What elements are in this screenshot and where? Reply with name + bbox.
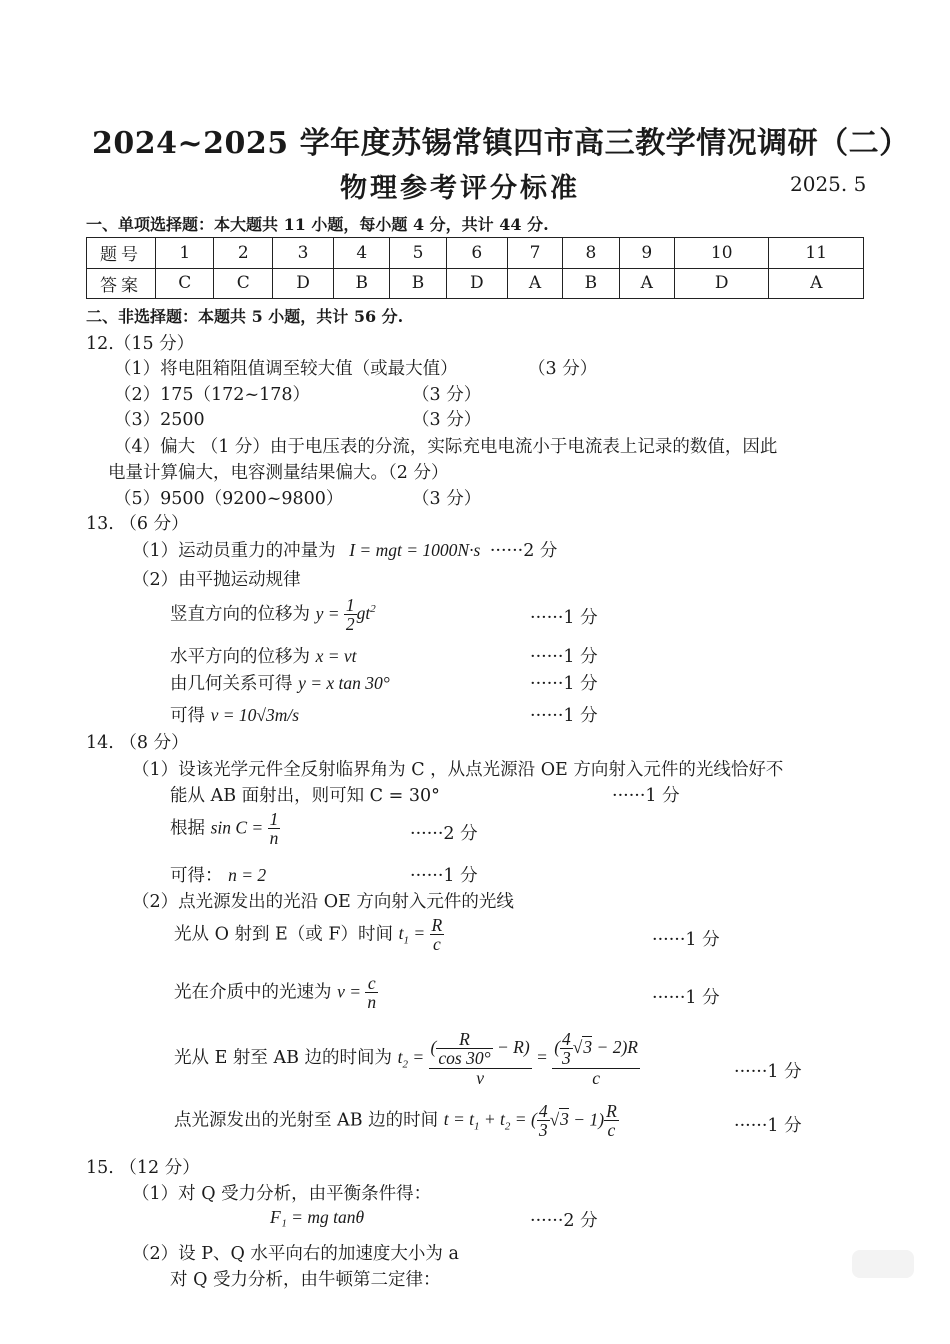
fraction-four-thirds: $\frac{4}{3}$ — [538, 1101, 548, 1141]
q15-part2: （2）设 P、Q 水平向右的加速度大小为 a — [132, 1244, 459, 1264]
q14-total-time: 点光源发出的光射至 AB 边的时间 $t = t_1 + t_2$ = ( $\frac{4}{3}$ √3 − 1) $\frac{R}{c}$ — [174, 1101, 617, 1141]
q14-total-time-score: ······1 分 — [734, 1116, 802, 1136]
answer-cell: B — [390, 268, 446, 299]
q13-horizontal-score: ······1 分 — [530, 647, 598, 667]
q13-result-equation: v = 10√3m/s — [210, 705, 300, 725]
fraction-half: $\frac{1}{2}$ — [345, 595, 355, 635]
q14-light-speed: 光在介质中的光速为 v = $\frac{c}{n}$ — [174, 973, 377, 1013]
q13-part1 — [132, 537, 557, 562]
q13-geometry-equation: y = x tan 30° — [298, 673, 390, 693]
fraction-r-over-c-total: $\frac{R}{c}$ — [606, 1101, 617, 1141]
q15-force-equation: F₁ = mg tanθ — [270, 1207, 365, 1227]
q12-part4-line2: 电量计算偏大，电容测量结果偏大。（2 分） — [108, 463, 449, 483]
fraction-t2-result: ( $\frac{4}{3}$ √3 − 2)R c — [554, 1029, 638, 1088]
q12-part2: （2）175（172~178） — [114, 385, 311, 405]
q15-force-score: ······2 分 — [530, 1211, 598, 1231]
q14-part1-score: ······1 分 — [612, 786, 680, 806]
q13-geometry-score: ······1 分 — [530, 674, 598, 694]
fraction-c-over-n: $\frac{c}{n}$ — [367, 973, 377, 1013]
q12-part5: （5）9500（9200~9800） — [114, 489, 344, 509]
row-header-answer: 答案 — [87, 268, 156, 299]
q13-result — [170, 702, 299, 727]
answer-cell: A — [619, 268, 674, 299]
q14-total-time-text: 点光源发出的光射至 AB 边的时间 — [174, 1110, 439, 1131]
q14-light-speed-score: ······1 分 — [652, 988, 720, 1008]
question-number: 11 — [769, 238, 864, 269]
q13-result-score: ······1 分 — [530, 706, 598, 726]
q14-time-t1-score: ······1 分 — [652, 930, 720, 950]
q13-vertical-displacement: 竖直方向的位移为 y = $\frac{1}{2}$ $gt^2$ — [170, 595, 376, 635]
q14-time-t1: 光从 O 射到 E（或 F）时间 $t_1$ = $\frac{R}{c}$ — [174, 915, 443, 955]
q15-part1: （1）对 Q 受力分析，由平衡条件得： — [132, 1184, 432, 1204]
row-header-question: 题号 — [87, 238, 156, 269]
question-number: 1 — [156, 238, 214, 269]
section-1-heading: 一、单项选择题：本大题共 11 小题，每小题 4 分，共计 44 分. — [86, 215, 549, 234]
fraction-t2-main: ( $\frac{R}{\cos 30^\circ}$ − R) v — [430, 1029, 530, 1088]
answer-cell: D — [446, 268, 507, 299]
q12-part3: （3）2500 — [114, 410, 205, 430]
page-subtitle: 物理参考评分标准 — [340, 173, 580, 204]
q14-snell-score: ······2 分 — [410, 824, 478, 844]
answer-cell: B — [334, 268, 390, 299]
q14-index — [170, 862, 266, 887]
q12-heading: 12.（15 分） — [86, 334, 195, 354]
question-number: 2 — [214, 238, 272, 269]
question-number: 9 — [619, 238, 674, 269]
q13-geometry-text: 由几何关系可得 — [170, 674, 293, 694]
q12-part4-line1: （4）偏大 （1 分）由于电压表的分流，实际充电电流小于电流表上记录的数值，因此 — [114, 437, 778, 457]
q12-part3-score: （3 分） — [412, 410, 482, 430]
q13-horizontal-equation: x = vt — [315, 646, 357, 666]
answer-cell: D — [674, 268, 768, 299]
q14-heading: 14. （8 分） — [86, 733, 189, 753]
fraction-r-over-c: $\frac{R}{c}$ — [431, 915, 443, 955]
q13-horizontal-text: 水平方向的位移为 — [170, 647, 310, 667]
q13-horizontal-displacement — [170, 643, 357, 668]
q12-part1: （1）将电阻箱阻值调至较大值（或最大值） — [114, 359, 458, 379]
answer-cell: A — [507, 268, 562, 299]
q14-part1-line2: 能从 AB 面射出，则可知 C = 30° — [170, 786, 440, 806]
q14-snell-text: 根据 — [170, 818, 205, 839]
q14-part1-line1: （1）设该光学元件全反射临界角为 C ，从点光源沿 OE 方向射入元件的光线恰好不 — [132, 760, 784, 780]
answer-cell: C — [214, 268, 272, 299]
q13-heading: 13. （6 分） — [86, 514, 189, 534]
question-number: 4 — [334, 238, 390, 269]
q12-part5-score: （3 分） — [412, 489, 482, 509]
q12-part2-score: （3 分） — [412, 385, 482, 405]
question-number: 7 — [507, 238, 562, 269]
q14-time-t1-text: 光从 O 射到 E（或 F）时间 — [174, 924, 394, 945]
question-number-row — [87, 238, 864, 269]
q14-light-speed-text: 光在介质中的光速为 — [174, 982, 332, 1003]
q14-part2: （2）点光源发出的光沿 OE 方向射入元件的光线 — [132, 892, 514, 912]
q14-time-t2: 光从 E 射至 AB 边的时间为 $t_2$ = ( $\frac{R}{\cos 30^\circ}$ − R) v = ( $\frac{4}{3}$ √3 − 2)R c — [174, 1029, 638, 1088]
q14-snell: 根据 sin C = $\frac{1}{n}$ — [170, 809, 279, 849]
q14-index-text: 可得： — [170, 866, 223, 886]
q12-part1-score: （3 分） — [528, 359, 598, 379]
exam-date: 2025. 5 — [790, 172, 867, 196]
q13-vertical-text: 竖直方向的位移为 — [170, 604, 310, 625]
q13-part2: （2）由平抛运动规律 — [132, 570, 301, 590]
question-number: 8 — [563, 238, 619, 269]
q14-index-score: ······1 分 — [410, 866, 478, 886]
page-title: 2024~2025 学年度苏锡常镇四市高三教学情况调研（二） — [92, 126, 910, 161]
answer-table — [86, 237, 864, 299]
question-number: 3 — [272, 238, 333, 269]
q14-time-t2-score: ······1 分 — [734, 1062, 802, 1082]
q13-result-text: 可得 — [170, 706, 205, 726]
q13-part1-text: （1）运动员重力的冲量为 — [132, 541, 336, 561]
faint-overlay-mark — [852, 1250, 914, 1278]
q13-impulse-equation: I = mgt = 1000N·s — [349, 540, 481, 560]
q14-time-t2-text: 光从 E 射至 AB 边的时间为 — [174, 1048, 393, 1069]
answer-cell: B — [563, 268, 619, 299]
answer-cell: D — [272, 268, 333, 299]
q15-newton: 对 Q 受力分析，由牛顿第二定律： — [170, 1270, 441, 1290]
question-number: 5 — [390, 238, 446, 269]
answer-row — [87, 268, 864, 299]
q14-index-equation: n = 2 — [228, 865, 267, 885]
q13-vertical-score: ······1 分 — [530, 608, 598, 628]
q13-geometry — [170, 670, 390, 695]
section-2-heading: 二、非选择题：本题共 5 小题，共计 56 分. — [86, 307, 404, 326]
fraction-one-over-n: $\frac{1}{n}$ — [269, 809, 279, 849]
question-number: 10 — [674, 238, 768, 269]
answer-cell: A — [769, 268, 864, 299]
q15-heading: 15. （12 分） — [86, 1158, 200, 1178]
answer-cell: C — [156, 268, 214, 299]
question-number: 6 — [446, 238, 507, 269]
q13-part1-score: ······2 分 — [489, 541, 558, 561]
